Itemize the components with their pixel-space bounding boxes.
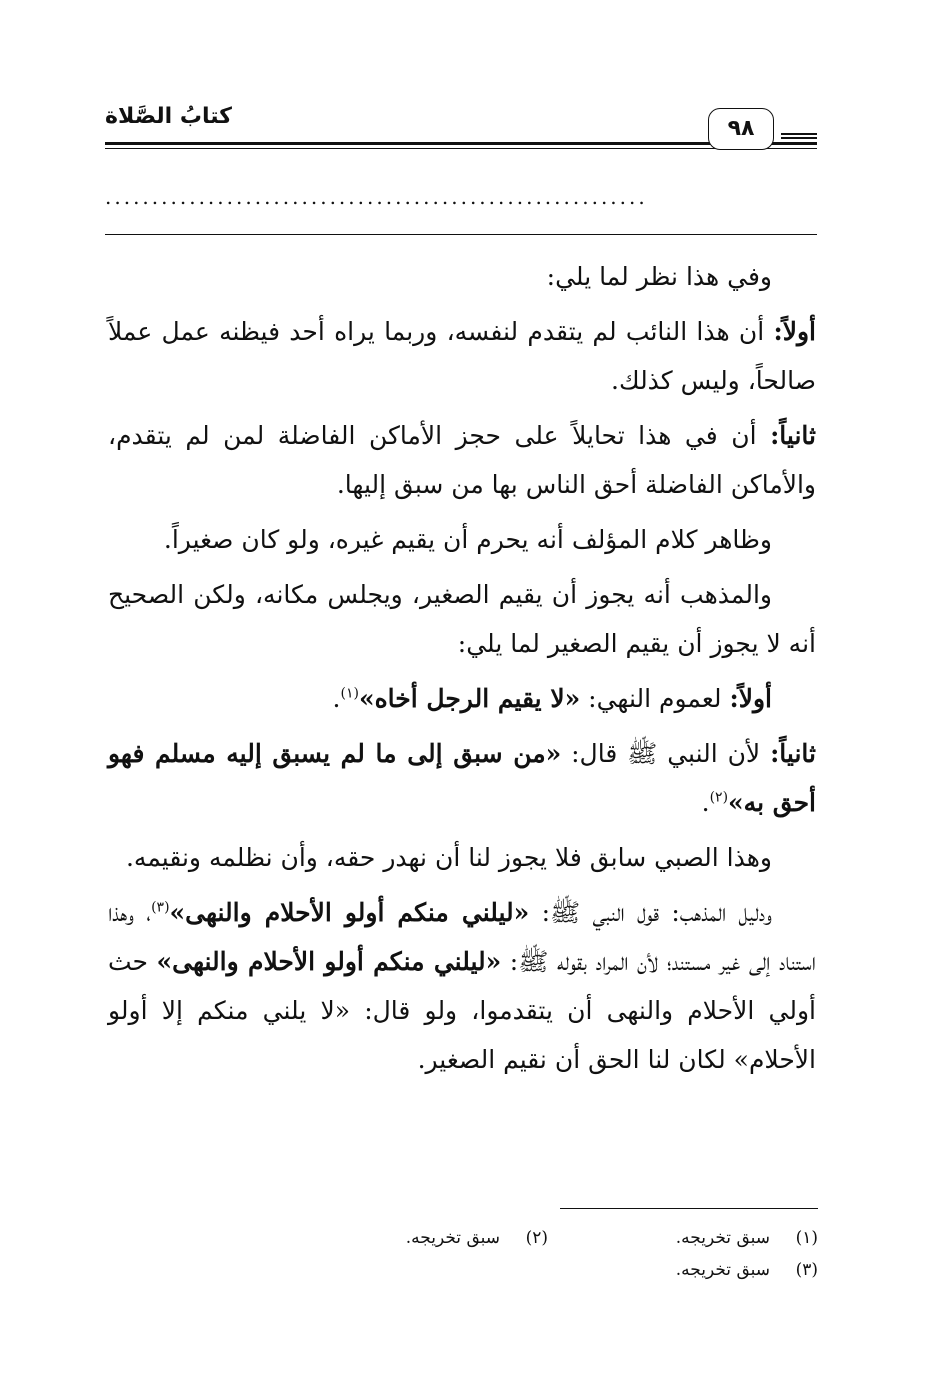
paragraph-end: . <box>332 684 341 713</box>
paragraph-text: أن هذا النائب لم يتقدم لنفسه، وربما يراه أحد فيظنه عمل عملاً صالحاً، وليس كذلك. <box>108 317 816 395</box>
header-ornament <box>781 133 817 139</box>
paragraph-text: وظاهر كلام المؤلف أنه يحرم أن يقيم غيره، ولو كان صغيراً. <box>163 525 772 554</box>
paragraph <box>108 252 816 301</box>
paragraph-text: وهذا الصبي سابق فلا يجوز لنا أن نهدر حقه، وأن نظلمه ونقيمه. <box>125 843 772 872</box>
footnote-divider <box>560 1208 818 1209</box>
paragraph-lead: أولاً: <box>729 684 772 713</box>
paragraph-text: ، وهذا استناد إلى غير مستند؛ لأن المراد بقوله ﷺ: <box>108 898 816 976</box>
section-divider <box>105 234 817 235</box>
paragraph-text: لأن النبي ﷺ قال: <box>561 739 771 768</box>
paragraph-lead: ثانياً: <box>770 421 816 450</box>
footnote-text: سبق تخريجه. <box>675 1260 770 1280</box>
book-title: كتابُ الصَّلاة <box>105 104 232 129</box>
paragraph <box>108 515 816 564</box>
paragraph <box>108 888 816 1084</box>
footnote-ref: (١) <box>340 685 359 702</box>
paragraph-text: والمذهب أنه يجوز أن يقيم الصغير، ويجلس مكانه، ولكن الصحيح أنه لا يجوز أن يقيم الصغير لما يلي: <box>108 580 816 658</box>
footnote-text: سبق تخريجه. <box>675 1228 770 1248</box>
page-header <box>105 98 817 156</box>
paragraph <box>108 411 816 509</box>
paragraph-lead: ثانياً: <box>770 739 817 768</box>
footnote-number: (٢) <box>525 1228 548 1248</box>
footnote <box>548 1222 818 1254</box>
main-text <box>108 252 816 1090</box>
paragraph-text: ودليل المذهب: قول النبي ﷺ: <box>529 898 772 927</box>
hadith-quote: «لا يقيم الرجل أخاه» <box>358 684 581 713</box>
footnote <box>548 1254 818 1286</box>
paragraph-text: أن في هذا تحايلاً على حجز الأماكن الفاضلة لمن لم يتقدم، والأماكن الفاضلة أحق الناس بها من سبق إليها. <box>108 421 816 499</box>
footnote-number: (٣) <box>795 1260 818 1280</box>
paragraph-text: حث أولي الأحلام والنهى أن يتقدموا، ولو قال: «لا يلني منكم إلا أولو الأحلام» لكان لنا الحق أن نقيم الصغير. <box>108 947 816 1074</box>
dotted-separator: .......................................................... <box>105 185 648 209</box>
footnote-number: (١) <box>795 1228 818 1248</box>
paragraph <box>108 570 816 668</box>
paragraph-end: . <box>701 788 710 817</box>
footnote-row <box>270 1222 818 1254</box>
hadith-quote: «من سبق إلى ما لم يسبق إليه مسلم فهو أحق به» <box>108 739 816 817</box>
hadith-quote: «ليلني منكم أولو الأحلام والنهى» <box>169 898 530 927</box>
hadith-quote: «ليلني منكم أولو الأحلام والنهى» <box>156 947 502 976</box>
paragraph-text: لعموم النهي: <box>580 684 730 713</box>
paragraph-lead: أولاً: <box>773 317 816 346</box>
footnote <box>278 1222 548 1254</box>
paragraph <box>108 674 816 723</box>
paragraph-text: وفي هذا نظر لما يلي: <box>546 262 772 291</box>
paragraph <box>108 307 816 405</box>
footnotes <box>270 1222 818 1286</box>
footnote-ref: (٢) <box>709 789 729 806</box>
header-rule-thin <box>105 148 817 149</box>
paragraph <box>108 833 816 882</box>
footnote-text: سبق تخريجه. <box>405 1228 500 1248</box>
paragraph <box>108 729 816 827</box>
footnote-ref: (٣) <box>151 899 170 916</box>
page-number: ٩٨ <box>708 108 774 150</box>
footnote-row <box>270 1254 818 1286</box>
